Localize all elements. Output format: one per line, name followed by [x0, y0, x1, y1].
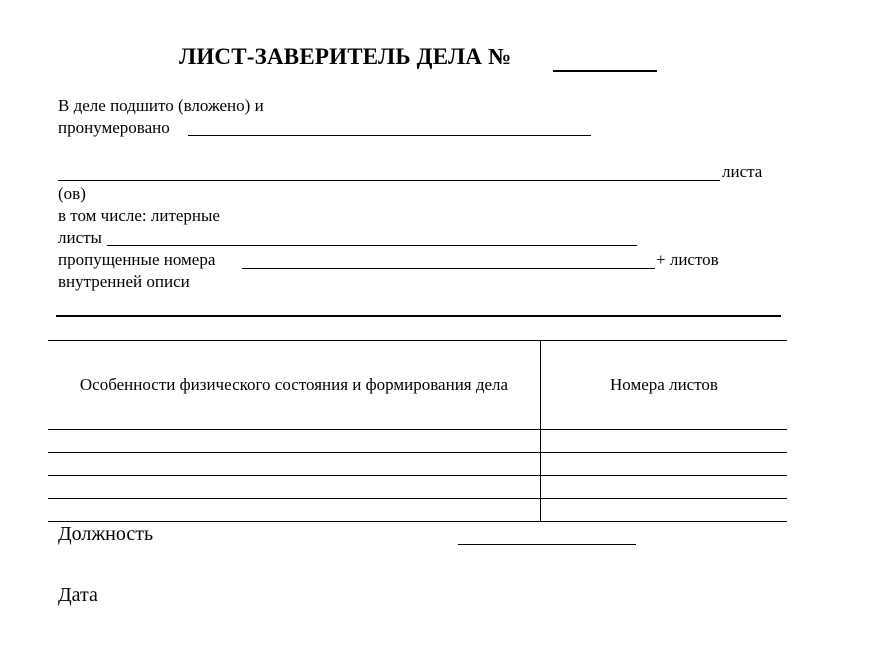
literal-sheets-input[interactable]	[107, 227, 637, 247]
table-cell-sheet-numbers[interactable]	[541, 499, 788, 522]
numbered-label: пронумеровано	[58, 118, 170, 137]
sheet-count-input[interactable]	[58, 161, 720, 181]
sheet-count-underline	[58, 180, 720, 181]
table-cell-condition[interactable]	[48, 453, 541, 476]
table-row	[48, 430, 787, 453]
signature-underline	[458, 544, 636, 545]
table-header-sheet-numbers	[541, 341, 788, 430]
missing-numbers-underline	[242, 268, 655, 269]
table-cell-condition[interactable]	[48, 430, 541, 453]
table-header-row	[48, 341, 787, 430]
literal-sheets-underline	[107, 245, 637, 246]
signature-input[interactable]	[458, 524, 636, 544]
numbered-input[interactable]	[188, 117, 591, 137]
date-label: Дата	[58, 584, 98, 606]
section-divider	[56, 315, 781, 317]
table-cell-sheet-numbers[interactable]	[541, 476, 788, 499]
table-row	[48, 476, 787, 499]
literal-sheets-label: листы	[58, 228, 102, 247]
case-number-underline	[553, 70, 657, 72]
title-text: ЛИСТ-ЗАВЕРИТЕЛЬ ДЕЛА №	[179, 44, 512, 69]
table-cell-sheet-numbers[interactable]	[541, 430, 788, 453]
table-row	[48, 453, 787, 476]
plus-sheets-suffix: + листов	[656, 250, 719, 269]
numbered-underline	[188, 135, 591, 136]
table-header-sheet-numbers-text: Номера листов	[610, 374, 718, 394]
sheets-plural-suffix: (ов)	[58, 184, 86, 203]
table-cell-sheet-numbers[interactable]	[541, 453, 788, 476]
condition-table	[48, 340, 787, 522]
table-header-condition-text: Особенности физического состояния и формирования дела	[79, 374, 509, 394]
document-title	[179, 44, 511, 70]
missing-numbers-label: пропущенные номера	[58, 250, 216, 269]
table-cell-condition[interactable]	[48, 499, 541, 522]
including-literal-label: в том числе: литерные	[58, 206, 220, 225]
position-label: Должность	[58, 523, 154, 545]
table-row	[48, 499, 787, 522]
sewn-label: В деле подшито (вложено) и	[58, 96, 264, 115]
sheets-suffix: листа	[722, 162, 763, 181]
table-header-condition	[48, 341, 541, 430]
case-number-field[interactable]	[553, 44, 657, 71]
missing-numbers-input[interactable]	[242, 249, 655, 269]
table-cell-condition[interactable]	[48, 476, 541, 499]
internal-inventory-label: внутренней описи	[58, 272, 190, 291]
